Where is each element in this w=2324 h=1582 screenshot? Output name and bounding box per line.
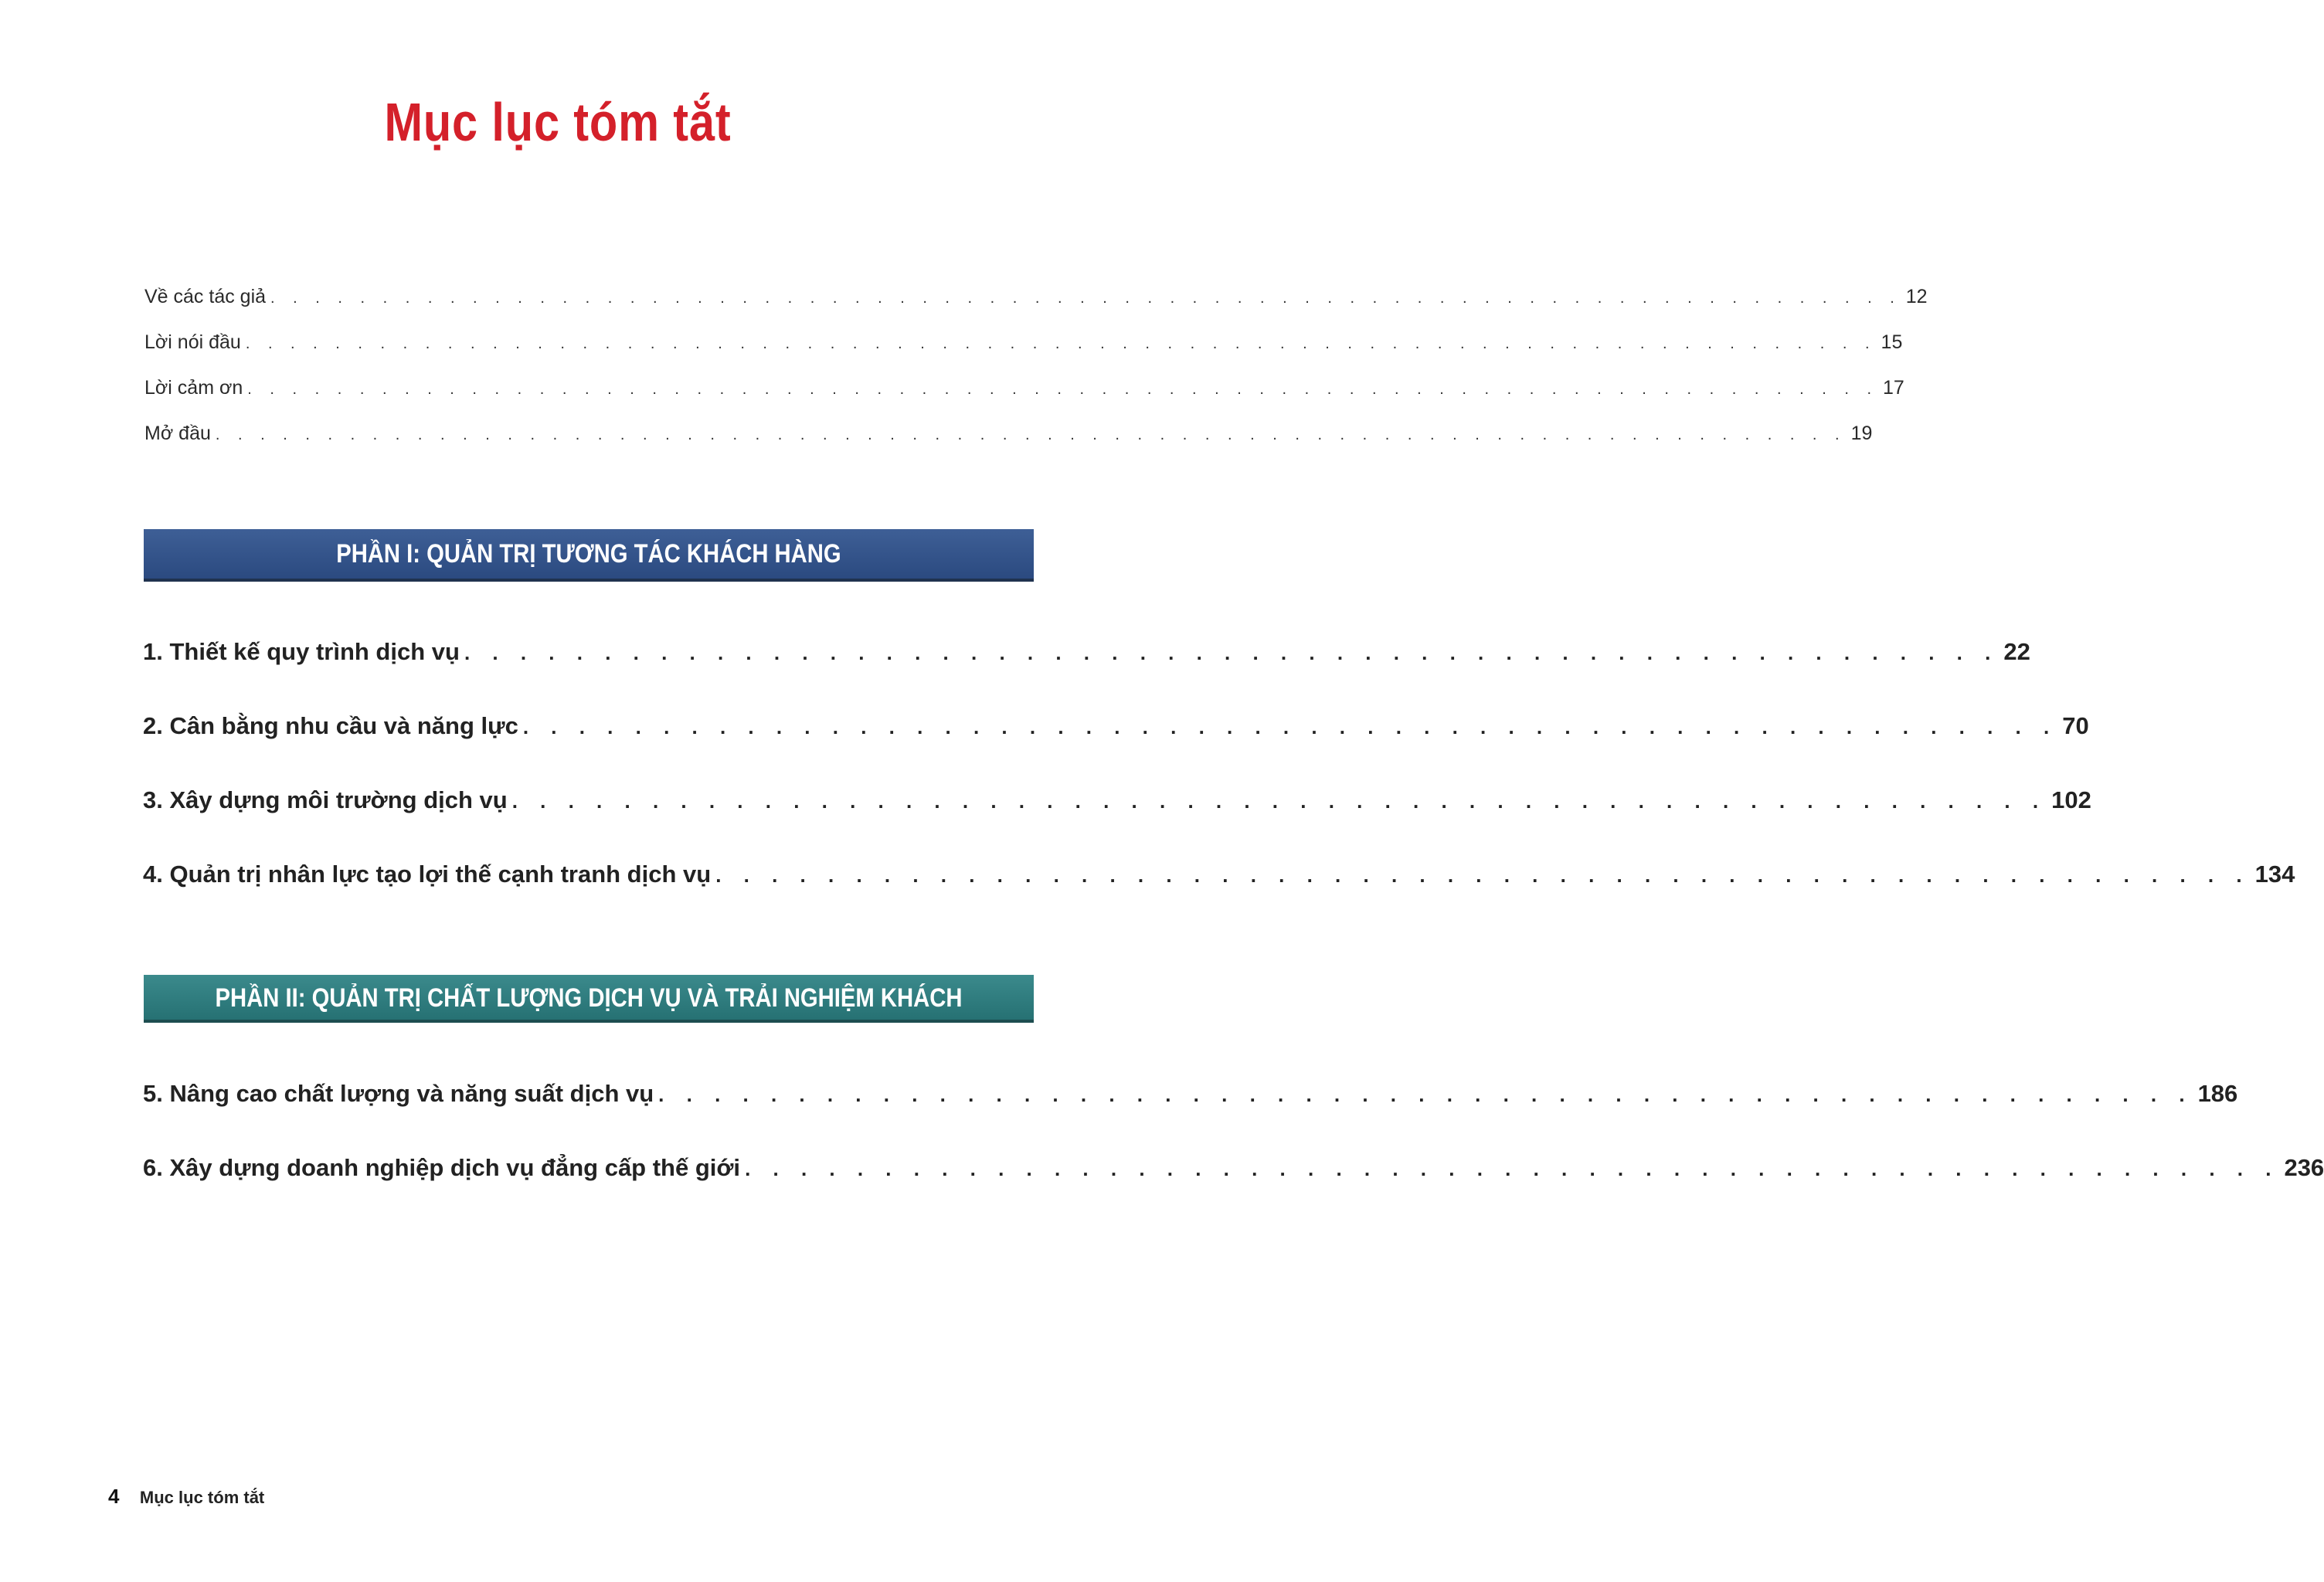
page-title: Mục lục tóm tắt [384,92,732,152]
dot-leader: . . . . . . . . . . . . . . . . . . . . . . . . . . . . . . . . . . . . . . . . . . . . . . . . . . . . . . . [715,864,2251,887]
toc-entry-label: Về các tác giả [144,286,267,307]
toc-chapter-5[interactable] [143,1080,2238,1108]
chapter-page: 236 [2284,1154,2324,1181]
part-heading-2 [144,975,1034,1059]
dot-leader: . . . . . . . . . . . . . . . . . . . . . . . . . . . . . . . . . . . . . . . . . . . . . . . . . . . . . . . . . . . . . . . . . . . . . . . . . [215,426,1847,443]
chapter-label: 5. Nâng cao chất lượng và năng suất dịch vụ [143,1080,654,1107]
dot-leader: . . . . . . . . . . . . . . . . . . . . . . . . . . . . . . . . . . . . . . . . . . . . . . . . . . . . . . . [745,1157,2280,1180]
dot-leader: . . . . . . . . . . . . . . . . . . . . . . . . . . . . . . . . . . . . . . . . . . . . . . . . . . . . . . . [522,715,2058,738]
toc-entry-page: 17 [1883,377,1904,399]
chapter-page: 70 [2062,712,2089,739]
chapter-label: 6. Xây dựng doanh nghiệp dịch vụ đẳng cấp thế giới [143,1154,741,1181]
toc-entry-page: 12 [1905,286,1928,307]
dot-leader: . . . . . . . . . . . . . . . . . . . . . . . . . . . . . . . . . . . . . . . . . . . . . . . . . . . . . . . . . . . . . . . . . . . . . . . . . [245,335,1877,352]
chapter-page: 102 [2051,786,2091,813]
toc-entry-label: Lời nói đầu [144,331,241,353]
chapter-label: 1. Thiết kế quy trình dịch vụ [143,638,460,665]
footer-page-number: 4 [108,1485,120,1508]
chapter-label: 4. Quản trị nhân lực tạo lợi thế cạnh tranh dịch vụ [143,861,712,888]
toc-entry-loi-noi-dau[interactable] [144,331,1903,354]
toc-chapter-3[interactable] [143,786,2091,814]
toc-chapter-4[interactable] [143,861,2295,888]
chapter-page: 186 [2197,1080,2238,1107]
toc-chapter-6[interactable] [143,1154,2324,1182]
dot-leader: . . . . . . . . . . . . . . . . . . . . . . . . . . . . . . . . . . . . . . . . . . . . . . . . . . . . . . . [511,789,2047,813]
chapter-label: 3. Xây dựng môi trường dịch vụ [143,786,508,813]
toc-entry-page: 19 [1850,423,1873,444]
chapter-page: 22 [2003,638,2030,665]
part-heading-1 [144,529,1034,582]
footer-running-title: Mục lục tóm tắt [139,1488,265,1507]
dot-leader: . . . . . . . . . . . . . . . . . . . . . . . . . . . . . . . . . . . . . . . . . . . . . . . . . . . . . . . [464,641,2000,664]
toc-entry-page: 15 [1881,331,1903,353]
dot-leader: . . . . . . . . . . . . . . . . . . . . . . . . . . . . . . . . . . . . . . . . . . . . . . . . . . . . . . . . . . . . . . . . . . . . . . . . . [270,290,1901,307]
toc-entry-label: Lời cảm ơn [144,377,243,399]
toc-entry-mo-dau[interactable] [144,423,1873,445]
dot-leader: . . . . . . . . . . . . . . . . . . . . . . . . . . . . . . . . . . . . . . . . . . . . . . . . . . . . . . . [658,1083,2193,1106]
toc-entry-loi-cam-on[interactable] [144,377,1904,399]
toc-chapter-1[interactable] [143,638,2030,666]
part-heading-label: PHẦN II: QUẢN TRỊ CHẤT LƯỢNG DỊCH VỤ VÀ TRẢI NGHIỆM KHÁCH HÀNG [215,983,963,1059]
chapter-label: 2. Cân bằng nhu cầu và năng lực [143,712,518,739]
toc-entry-label: Mở đầu [144,423,211,444]
dot-leader: . . . . . . . . . . . . . . . . . . . . . . . . . . . . . . . . . . . . . . . . . . . . . . . . . . . . . . . . . . . . . . . . . . . . . . . . . [247,381,1878,398]
toc-entry-ve-cac-tac-gia[interactable] [144,286,1928,308]
page-footer [108,1485,264,1509]
part-heading-label: PHẦN I: QUẢN TRỊ TƯƠNG TÁC KHÁCH HÀNG [336,539,841,569]
toc-chapter-2[interactable] [143,712,2089,740]
chapter-page: 134 [2254,861,2295,888]
